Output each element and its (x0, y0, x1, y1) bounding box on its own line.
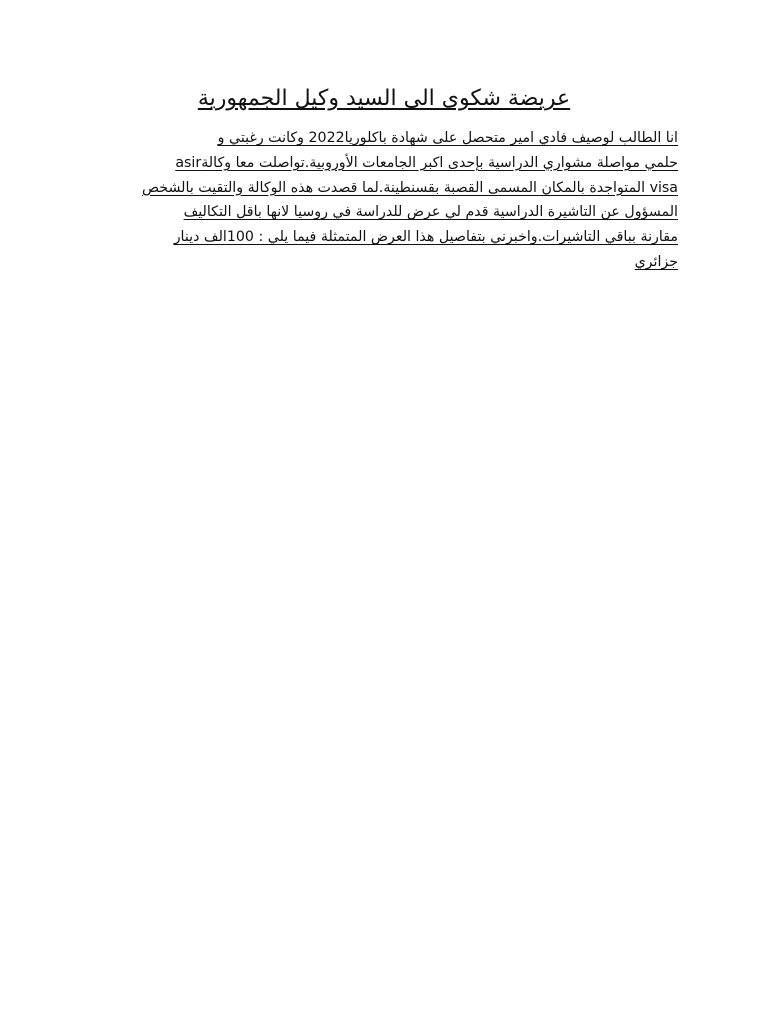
body-line: visa المتواجدة بالمكان المسمى القصبة بقسنطينة.لما قصدت هذه الوكالة والتقيت بالشخص (141, 179, 678, 196)
complaint-body (94, 126, 678, 275)
body-line: مقارنة بباقي التاشيرات.واخبرني بتفاصيل هذا العرض المتمثلة فيما يلي : 100الف دينار (173, 229, 678, 246)
body-line: المسؤول عن التاشيرة الدراسية قدم لي عرض للدراسة في روسيا لانها باقل التكاليف (183, 204, 678, 221)
body-line: حلمي مواصلة مشواري الدراسية بإحدى اكبر الجامعات الأوروبية.تواصلت معا وكالةasir (175, 154, 678, 171)
body-line: انا الطالب لوصيف فادي امير متحصل على شهادة باكلوريا2022 وكانت رغبتي و (217, 130, 678, 146)
body-line: جزائري (634, 253, 678, 270)
document-title: عريضة شكوى الى السيد وكيل الجمهورية (197, 86, 571, 111)
